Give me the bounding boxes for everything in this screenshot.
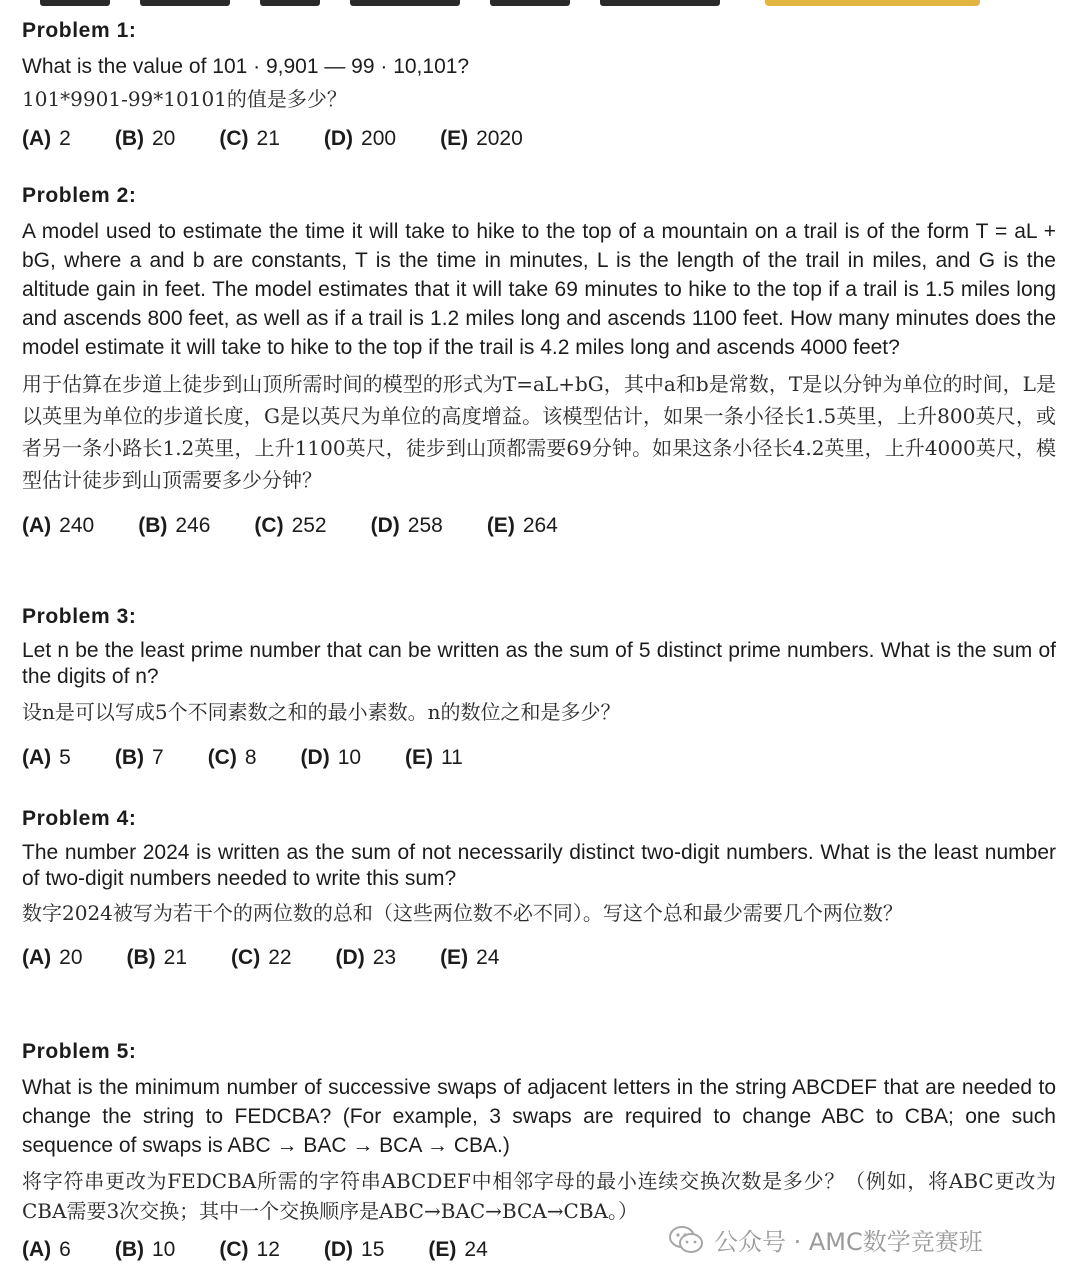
- choice-c: (C) 252: [254, 514, 327, 537]
- top-banner: [0, 0, 1080, 12]
- watermark-text: 公众号 · AMC数学竞赛班: [714, 1228, 983, 1256]
- choice-c: (C) 12: [219, 1238, 280, 1261]
- answer-choices: [22, 746, 1056, 770]
- choice-c: (C) 21: [219, 127, 280, 150]
- choice-e: (E) 264: [486, 514, 558, 537]
- answer-choices: [22, 946, 1056, 970]
- problem-1: [22, 18, 1056, 151]
- problem-2: [22, 183, 1056, 538]
- choice-b: (B) 246: [138, 514, 211, 537]
- problem-text-english: The number 2024 is written as the sum of not necessarily distinct two-digit numbers. What is the least number of two-digit numbers needed to write this sum?: [22, 841, 1056, 890]
- problem-text-chinese: 101*9901-99*10101的值是多少？: [22, 87, 347, 111]
- choice-d: (D) 10: [300, 746, 362, 769]
- problem-text-chinese: 将字符串更改为FEDCBA所需的字符串ABCDEF中相邻字母的最小连续交换次数是多少？（例如，将ABC更改为CBA需要3次交换；其中一个交换顺序是ABC→BAC→BCA→CBA。）: [22, 1169, 1056, 1223]
- choice-e: (E) 11: [405, 746, 463, 769]
- answer-choices: [22, 514, 1056, 538]
- choice-c: (C) 8: [207, 746, 257, 769]
- choice-b: (B) 7: [114, 746, 164, 769]
- choice-d: (D) 23: [335, 946, 397, 969]
- choice-e: (E) 24: [440, 946, 500, 969]
- choice-a: (A) 20: [22, 946, 83, 969]
- answer-choices: [22, 127, 1056, 151]
- choice-b: (B) 10: [114, 1238, 176, 1261]
- choice-b: (B) 20: [114, 127, 176, 150]
- problem-text-chinese: 设n是可以写成5个不同素数之和的最小素数。n的数位之和是多少？: [22, 700, 621, 724]
- choice-d: (D) 258: [370, 514, 443, 537]
- problem-text-english: What is the value of 101 · 9,901 — 99 · 10,101?: [22, 55, 470, 78]
- choice-b: (B) 21: [126, 946, 188, 969]
- problem-text-english: Let n be the least prime number that can be written as the sum of 5 distinct prime numbers. What is the sum of the digits of n?: [22, 639, 1056, 688]
- choice-e: (E) 24: [428, 1238, 488, 1261]
- problem-text-english: What is the minimum number of successive swaps of adjacent letters in the string ABCDEF that are needed to change the string to FEDCBA? (For example, 3 swaps are required to change ABC to CBA; one such sequence of swaps is ABC → BAC → BCA → CBA.): [22, 1076, 1056, 1157]
- watermark: [668, 1222, 983, 1257]
- choice-d: (D) 15: [323, 1238, 385, 1261]
- problem-3: [22, 604, 1056, 770]
- wechat-icon: [668, 1225, 704, 1255]
- problem-text-chinese: 用于估算在步道上徒步到山顶所需时间的模型的形式为T=aL+bG，其中a和b是常数，T是以分钟为单位的时间，L是以英里为单位的步道长度，G是以英尺为单位的高度增益。该模型估计，如果一条小径长1.5英里，上升800英尺，或者另一条小路长1.2英里，上升1100英尺，徒步到山顶都需要69分钟。如果这条小径长4.2英里，上升4000英尺，模型估计徒步到山顶需要多少分钟？: [22, 372, 1056, 492]
- problem-4: [22, 806, 1056, 970]
- choice-e: (E) 2020: [440, 127, 523, 150]
- problem-text-english: A model used to estimate the time it will take to hike to the top of a mountain on a trail is of the form T = aL + bG, where a and b are constants, T is the time in minutes, L is the length of the trail in miles, and G is the altitude gain in feet. The model estimates that it will take 69 minutes to hike to the top if a trail is 1.5 miles long and ascends 800 feet, as well as if a trail is 1.2 miles long and ascends 1100 feet. How many minutes does the model estimate it will take to hike to the top if the trail is 4.2 miles long and ascends 4000 feet?: [22, 220, 1056, 359]
- problem-title: Problem 3:: [22, 605, 137, 628]
- problem-text-chinese: 数字2024被写为若干个的两位数的总和（这些两位数不必不同）。写这个总和最少需要几个两位数？: [22, 901, 903, 925]
- problem-title: Problem 2:: [22, 184, 137, 207]
- problem-title: Problem 1:: [22, 19, 137, 42]
- choice-a: (A) 240: [22, 514, 95, 537]
- choice-a: (A) 6: [22, 1238, 71, 1261]
- choice-a: (A) 5: [22, 746, 71, 769]
- choice-c: (C) 22: [231, 946, 292, 969]
- choice-a: (A) 2: [22, 127, 71, 150]
- problem-title: Problem 4:: [22, 807, 137, 830]
- choice-d: (D) 200: [323, 127, 397, 150]
- problem-title: Problem 5:: [22, 1040, 137, 1063]
